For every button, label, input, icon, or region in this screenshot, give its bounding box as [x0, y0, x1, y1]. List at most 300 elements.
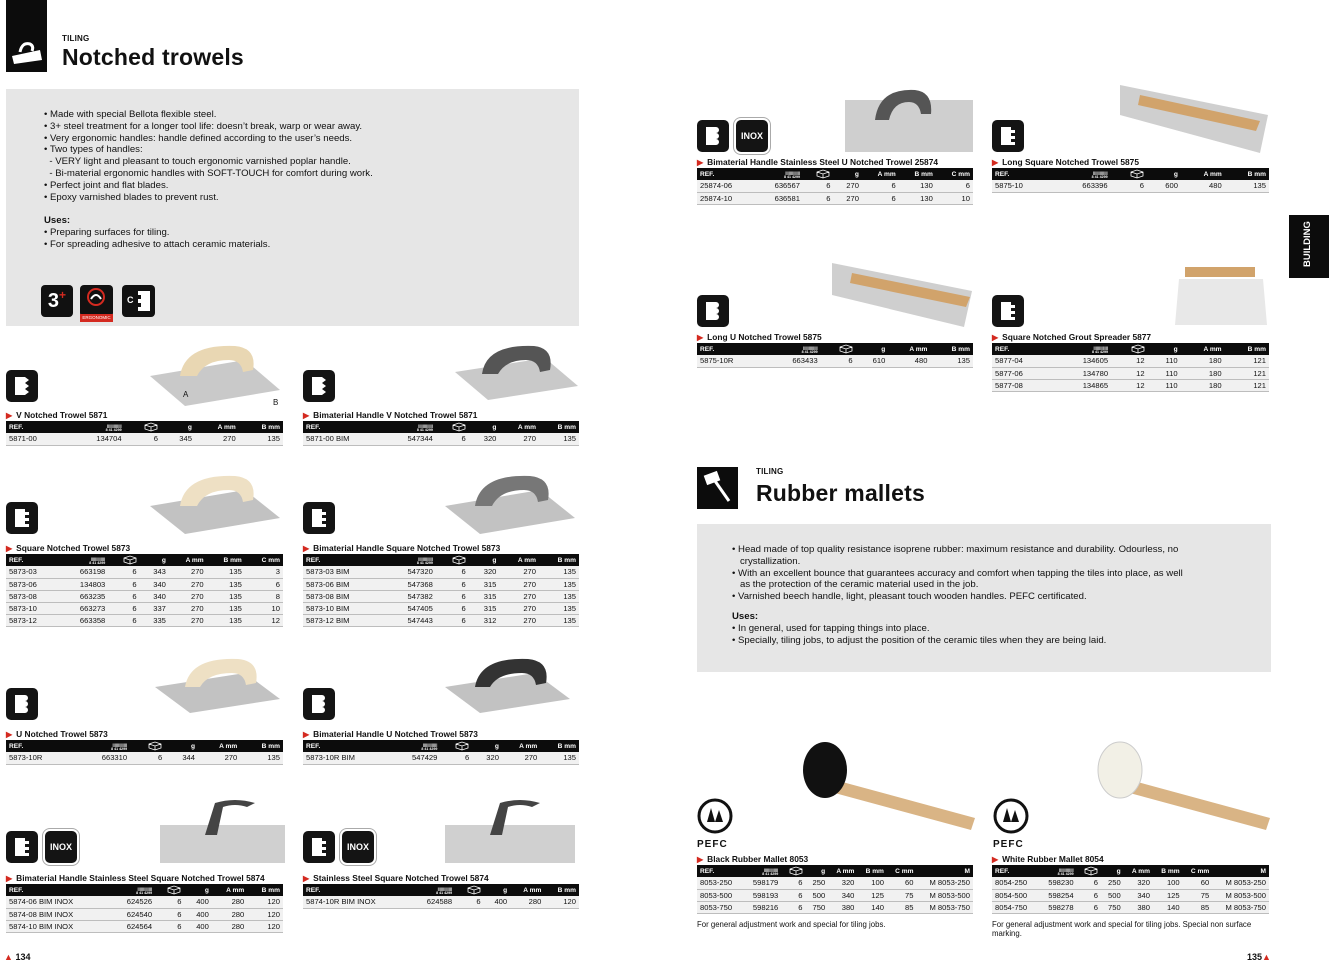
package-icon: [125, 421, 161, 433]
table-cell: 337: [140, 602, 169, 614]
table-cell: 280: [212, 908, 247, 920]
table-cell: 75: [1183, 889, 1213, 901]
table-cell: 110: [1148, 367, 1181, 379]
table-row: [303, 896, 579, 908]
badge-ergonomic: [80, 285, 113, 320]
product-p5873ub: [303, 728, 579, 765]
uses-label: Uses:: [44, 215, 71, 227]
product-p5873: [6, 542, 283, 627]
table-cell: 320: [469, 433, 500, 445]
table-cell: 5873-10: [6, 602, 59, 614]
table-cell: 312: [469, 614, 500, 626]
table-cell: 547443: [384, 614, 436, 626]
description-line: • Two types of handles:: [44, 144, 143, 156]
product-title-text: Bimaterial Handle Square Notched Trowel 5873: [313, 543, 501, 553]
column-header-ref: REF.: [9, 556, 24, 564]
product-title-text: Bimaterial Handle Stainless Steel U Notched Trowel 25874: [707, 157, 939, 167]
uses-list: [44, 227, 579, 251]
table-cell: 121: [1225, 367, 1269, 379]
table-cell: 320: [828, 877, 857, 889]
table-cell: 270: [169, 578, 207, 590]
table-cell: 400: [184, 908, 211, 920]
product-title-text: V Notched Trowel 5871: [16, 410, 108, 420]
table-cell: 140: [1153, 901, 1183, 913]
column-header-b: B mm: [557, 423, 576, 431]
package-icon: [821, 343, 856, 355]
table-cell: 135: [240, 752, 283, 764]
uses-list: [732, 623, 1271, 647]
description-line: • Made with special Bellota flexible steel.: [44, 109, 217, 120]
table-cell: 270: [195, 433, 239, 445]
table-row: [697, 192, 973, 204]
badge-ergonomic-text: ERGONOMIC: [80, 314, 113, 322]
column-header-c: C mm: [1190, 867, 1210, 875]
table-row: [6, 614, 283, 626]
column-header-a: A mm: [1203, 170, 1222, 178]
table-cell: 663235: [59, 590, 108, 602]
u-notch-icon: [6, 688, 38, 720]
table-cell: 5873-12: [6, 614, 59, 626]
square-notch-icon: [992, 295, 1024, 327]
product-title: [697, 156, 973, 168]
table-cell: 8053-750: [697, 901, 743, 913]
table-cell: 100: [1153, 877, 1183, 889]
table-cell: 624540: [109, 908, 155, 920]
table-cell: 750: [1101, 901, 1124, 913]
column-header-c: C mm: [895, 867, 914, 875]
table-row: [6, 578, 283, 590]
page-number-right: [1247, 952, 1271, 962]
table-cell: 636567: [755, 180, 803, 192]
table-cell: 5877-06: [992, 367, 1054, 379]
pefc-text: PEFC: [697, 839, 728, 850]
table-cell: 6: [803, 192, 834, 204]
trowel-5873-photo: [145, 470, 285, 541]
product-table: [6, 421, 283, 446]
uses-label: Uses:: [732, 610, 759, 622]
v-notch-icon: [303, 370, 335, 402]
package-icon: [1111, 343, 1148, 355]
table-cell: 6: [155, 908, 184, 920]
barcode-text: 8 41 4299: [421, 746, 438, 751]
table-cell: 6: [155, 896, 184, 908]
product-title: [303, 542, 579, 554]
product-p5877: [992, 331, 1269, 392]
table-cell: 750: [806, 901, 829, 913]
trowel-5873u-bim-photo: [440, 655, 580, 720]
column-header-a: A mm: [877, 170, 896, 178]
trowel-icon: [6, 0, 47, 72]
table-row: [303, 752, 579, 764]
column-header-m: M: [1260, 867, 1266, 875]
table-row: [6, 752, 283, 764]
column-header-a: A mm: [1203, 345, 1222, 353]
table-cell: 6: [821, 355, 856, 367]
package-icon: [436, 554, 469, 566]
table-cell: 135: [207, 614, 245, 626]
table-cell: 6: [455, 896, 483, 908]
table-cell: 380: [1124, 901, 1153, 913]
table-cell: 134704: [68, 433, 125, 445]
barcode-header: ||||||||||||| 8 41 4299: [411, 884, 456, 896]
table-cell: 547429: [390, 752, 440, 764]
table-cell: 121: [1225, 355, 1269, 367]
table-cell: 270: [502, 752, 540, 764]
table-cell: 121: [1225, 379, 1269, 391]
table-row: [6, 908, 283, 920]
table-cell: 270: [169, 602, 207, 614]
table-cell: M 8053-500: [1212, 889, 1269, 901]
table-cell: 125: [857, 889, 887, 901]
table-row: [992, 901, 1269, 913]
table-cell: 6: [155, 920, 184, 932]
column-header-g: g: [492, 556, 497, 564]
table-cell: 5873-10 BIM: [303, 602, 384, 614]
column-header-ref: REF.: [306, 556, 321, 564]
arrow-icon: ▶: [303, 730, 310, 739]
column-header-b: B mm: [914, 170, 933, 178]
table-cell: 8053-500: [697, 889, 743, 901]
arrow-icon: ▶: [992, 158, 999, 167]
column-header-g: g: [494, 742, 499, 750]
trowel-25874-photo: [845, 80, 975, 160]
arrow-icon: ▶: [303, 411, 310, 420]
pefc-text: PEFC: [993, 839, 1024, 850]
trowel-category-tab: [6, 0, 47, 72]
table-cell: 6: [108, 566, 139, 578]
table-cell: 315: [469, 602, 500, 614]
description-line: • Very ergonomic handles: handle defined according to the user’s needs.: [44, 132, 353, 144]
barcode-text: 8 41 4299: [1057, 871, 1074, 876]
column-header-ref: REF.: [306, 423, 321, 431]
product-title: [6, 409, 283, 421]
table-cell: 6: [1077, 889, 1101, 901]
table-cell: 6: [1077, 877, 1101, 889]
table-cell: 5873-06 BIM: [303, 578, 384, 590]
table-cell: 480: [1181, 180, 1225, 192]
table-cell: 12: [245, 614, 283, 626]
description-line: • Preparing surfaces for tiling.: [44, 227, 170, 239]
trowel-5871-bim-photo: [450, 340, 580, 405]
product-title-text: Bimaterial Handle U Notched Trowel 5873: [313, 729, 478, 739]
pefc-logo: [993, 798, 1033, 850]
table-cell: 8053-250: [697, 877, 743, 889]
product-table: [697, 865, 973, 914]
product-title-text: Black Rubber Mallet 8053: [707, 854, 809, 864]
table-row: [697, 889, 973, 901]
barcode-text: 8 41 4299: [1092, 349, 1109, 354]
table-cell: M 8053-250: [1212, 877, 1269, 889]
table-cell: 600: [1147, 180, 1181, 192]
table-cell: 5871-00 BIM: [303, 433, 384, 445]
package-icon: [455, 884, 483, 896]
table-cell: 400: [484, 896, 511, 908]
package-icon: [108, 554, 139, 566]
table-cell: 5873-12 BIM: [303, 614, 384, 626]
table-cell: 663310: [75, 752, 130, 764]
table-cell: 60: [887, 877, 917, 889]
barcode-header: ||||||||||||| 8 41 4299: [755, 168, 803, 180]
table-cell: 400: [184, 920, 211, 932]
barcode-header: ||||||||||||| 8 41 4299: [390, 740, 440, 752]
table-cell: 5874-06 BIM INOX: [6, 896, 109, 908]
barcode-text: 8 41 4299: [136, 890, 153, 895]
product-table: [697, 343, 973, 368]
table-cell: 663433: [766, 355, 821, 367]
table-cell: 25874-10: [697, 192, 755, 204]
column-header-b: B mm: [951, 345, 970, 353]
badge-c-text: C: [127, 295, 134, 305]
table-cell: 5873-03 BIM: [303, 566, 384, 578]
product-p5875sq: [992, 156, 1269, 193]
product-title: [303, 409, 579, 421]
barcode-header: ||||||||||||| 8 41 4299: [68, 421, 125, 433]
table-row: [303, 566, 579, 578]
barcode-text: 8 41 4299: [436, 890, 453, 895]
table-cell: 5877-04: [992, 355, 1054, 367]
table-cell: 270: [169, 566, 207, 578]
table-cell: M 8053-500: [916, 889, 973, 901]
table-cell: 135: [539, 614, 579, 626]
column-header-ref: REF.: [995, 170, 1010, 178]
product-title-text: Long Square Notched Trowel 5875: [1002, 157, 1139, 167]
package-icon: [1077, 865, 1101, 877]
table-cell: 320: [472, 752, 502, 764]
column-header-a: A mm: [519, 742, 538, 750]
column-header-g: g: [854, 170, 859, 178]
product-table: [6, 554, 283, 627]
description-line: • Perfect joint and flat blades.: [44, 179, 169, 191]
package-icon: [803, 168, 834, 180]
product-title-text: Square Notched Trowel 5873: [16, 543, 131, 553]
arrow-icon: ▶: [697, 855, 704, 864]
arrow-icon: ▶: [6, 730, 13, 739]
table-cell: 6: [108, 578, 139, 590]
table-cell: 624588: [411, 896, 456, 908]
inox-badge: INOX: [342, 831, 374, 863]
table-cell: 270: [499, 433, 539, 445]
product-note: For general adjustment work and special for tiling jobs. Special non surface marking.: [992, 919, 1252, 938]
table-cell: 598254: [1038, 889, 1076, 901]
barcode-text: 8 41 4299: [105, 427, 122, 432]
table-cell: 315: [469, 590, 500, 602]
table-cell: 120: [247, 920, 283, 932]
barcode-text: 8 41 4299: [416, 427, 433, 432]
column-header-b: B mm: [1161, 867, 1180, 875]
barcode-header: ||||||||||||| 8 41 4299: [384, 554, 436, 566]
table-cell: 6: [436, 602, 469, 614]
square-notch-icon: [303, 502, 335, 534]
table-cell: 400: [184, 896, 211, 908]
description-line: • Specially, tiling jobs, to adjust the position of the ceramic tiles when they are being laid.: [732, 634, 1107, 646]
table-cell: 8054-250: [992, 877, 1038, 889]
barcode-header: ||||||||||||| 8 41 4299: [109, 884, 155, 896]
package-icon: [436, 421, 469, 433]
table-cell: 335: [140, 614, 169, 626]
table-cell: 12: [1111, 367, 1148, 379]
table-cell: 340: [828, 889, 857, 901]
product-p5875u: [697, 331, 973, 368]
page-number-left: [4, 952, 30, 962]
table-row: [303, 614, 579, 626]
table-cell: 636581: [755, 192, 803, 204]
arrow-icon: ▶: [303, 874, 310, 883]
table-cell: 6: [436, 614, 469, 626]
column-header-g: g: [492, 423, 497, 431]
package-icon: [155, 884, 184, 896]
table-cell: 340: [1124, 889, 1153, 901]
column-header-g: g: [187, 423, 192, 431]
table-row: [697, 901, 973, 913]
table-cell: 5873-06: [6, 578, 59, 590]
product-title: [303, 728, 579, 740]
product-title: [6, 542, 283, 554]
table-cell: 320: [1124, 877, 1153, 889]
table-cell: 5873-08: [6, 590, 59, 602]
column-header-b: B mm: [1247, 170, 1266, 178]
table-row: [303, 578, 579, 590]
column-header-b: B mm: [865, 867, 884, 875]
feature-list: [44, 109, 579, 203]
description-line: • With an excellent bounce that guarantees accuracy and comfort when tapping the tiles into place, as well: [732, 567, 1183, 579]
table-cell: 663358: [59, 614, 108, 626]
table-cell: 6: [125, 433, 161, 445]
product-p5871b: [303, 409, 579, 446]
product-title-text: Square Notched Grout Spreader 5877: [1002, 332, 1152, 342]
table-cell: 85: [887, 901, 917, 913]
table-cell: 270: [499, 614, 539, 626]
barcode-header: ||||||||||||| 8 41 4299: [384, 421, 436, 433]
barcode-header: ||||||||||||| 8 41 4299: [1054, 343, 1111, 355]
inox-badge: INOX: [45, 831, 77, 863]
column-header-ref: REF.: [700, 867, 715, 875]
product-p5873b: [303, 542, 579, 627]
page-number-text: 135: [1247, 952, 1263, 962]
table-cell: 547368: [384, 578, 436, 590]
table-cell: 663396: [1054, 180, 1111, 192]
product-title-text: Bimaterial Handle V Notched Trowel 5871: [313, 410, 478, 420]
table-cell: 598230: [1038, 877, 1076, 889]
table-cell: 598216: [743, 901, 781, 913]
table-cell: 500: [806, 889, 829, 901]
description-line: • Epoxy varnished blades to prevent rust.: [44, 191, 219, 203]
product-title: [6, 728, 283, 740]
table-cell: 135: [539, 566, 579, 578]
product-p5873u: [6, 728, 283, 765]
table-cell: 547382: [384, 590, 436, 602]
table-row: [697, 180, 973, 192]
table-cell: 60: [1183, 877, 1213, 889]
dimension-a-label: A: [183, 390, 189, 399]
table-cell: 5874-08 BIM INOX: [6, 908, 109, 920]
table-cell: 6: [108, 590, 139, 602]
table-cell: 5877-08: [992, 379, 1054, 391]
table-cell: 5873-03: [6, 566, 59, 578]
arrow-icon: ▶: [6, 874, 13, 883]
table-cell: 598193: [743, 889, 781, 901]
column-header-b: B mm: [261, 742, 280, 750]
product-p5874s: [303, 872, 579, 909]
notch-icon: [122, 285, 155, 317]
table-cell: 134865: [1054, 379, 1111, 391]
table-cell: 6: [1111, 180, 1147, 192]
table-cell: 135: [539, 578, 579, 590]
section-label: TILING: [756, 467, 784, 476]
table-cell: 6: [130, 752, 165, 764]
barcode-header: ||||||||||||| 8 41 4299: [59, 554, 108, 566]
table-row: [6, 896, 283, 908]
barcode-text: 8 41 4299: [783, 174, 800, 179]
ergonomic-hand-icon: [80, 285, 113, 309]
column-header-a: A mm: [836, 867, 855, 875]
table-cell: 5873-08 BIM: [303, 590, 384, 602]
description-line: as the protection of the ceramic material used in the job.: [732, 579, 979, 591]
table-cell: 85: [1183, 901, 1213, 913]
table-cell: 5871-00: [6, 433, 68, 445]
table-cell: 270: [499, 590, 539, 602]
table-cell: 340: [140, 578, 169, 590]
barcode-header: ||||||||||||| 8 41 4299: [1054, 168, 1111, 180]
u-notch-icon: [697, 295, 729, 327]
barcode-text: 8 41 4299: [762, 871, 779, 876]
column-header-g: g: [1173, 345, 1178, 353]
table-cell: 100: [857, 877, 887, 889]
table-row: [992, 180, 1269, 192]
trowel-5874-photo: [155, 795, 290, 872]
column-header-m: M: [964, 867, 970, 875]
trowel-5871-photo: [145, 338, 285, 415]
column-header-a: A mm: [517, 556, 536, 564]
table-cell: 3: [245, 566, 283, 578]
product-table: [992, 343, 1269, 392]
column-header-b: B mm: [1247, 345, 1266, 353]
table-cell: 5873-10R: [6, 752, 75, 764]
table-cell: 663273: [59, 602, 108, 614]
trowel-5874s-photo: [440, 795, 580, 872]
product-p25874: [697, 156, 973, 205]
table-row: [992, 367, 1269, 379]
square-notch-icon: [992, 120, 1024, 152]
badge-3plus: 3 +: [41, 285, 73, 317]
table-cell: 10: [245, 602, 283, 614]
pefc-logo: [697, 798, 737, 850]
square-notch-icon: [6, 502, 38, 534]
barcode-header: ||||||||||||| 8 41 4299: [75, 740, 130, 752]
table-row: [992, 379, 1269, 391]
table-cell: 624526: [109, 896, 155, 908]
table-cell: 270: [198, 752, 240, 764]
table-cell: 380: [828, 901, 857, 913]
table-cell: 12: [1111, 379, 1148, 391]
product-table: [303, 884, 579, 909]
table-cell: 120: [247, 908, 283, 920]
table-cell: 6: [862, 180, 899, 192]
table-cell: 10: [936, 192, 973, 204]
description-line: - Bi-material ergonomic handles with SOFT-TOUCH for comfort during work.: [44, 167, 373, 179]
column-header-a: A mm: [517, 423, 536, 431]
table-row: [992, 889, 1269, 901]
barcode-header: ||||||||||||| 8 41 4299: [1038, 865, 1076, 877]
column-header-a: A mm: [185, 556, 204, 564]
table-cell: 663198: [59, 566, 108, 578]
table-row: [6, 602, 283, 614]
table-cell: 135: [207, 578, 245, 590]
product-title: [697, 331, 973, 343]
black-mallet-photo: [795, 740, 980, 840]
column-header-ref: REF.: [995, 345, 1010, 353]
barcode-text: 8 41 4299: [1091, 174, 1108, 179]
table-row: [6, 920, 283, 932]
